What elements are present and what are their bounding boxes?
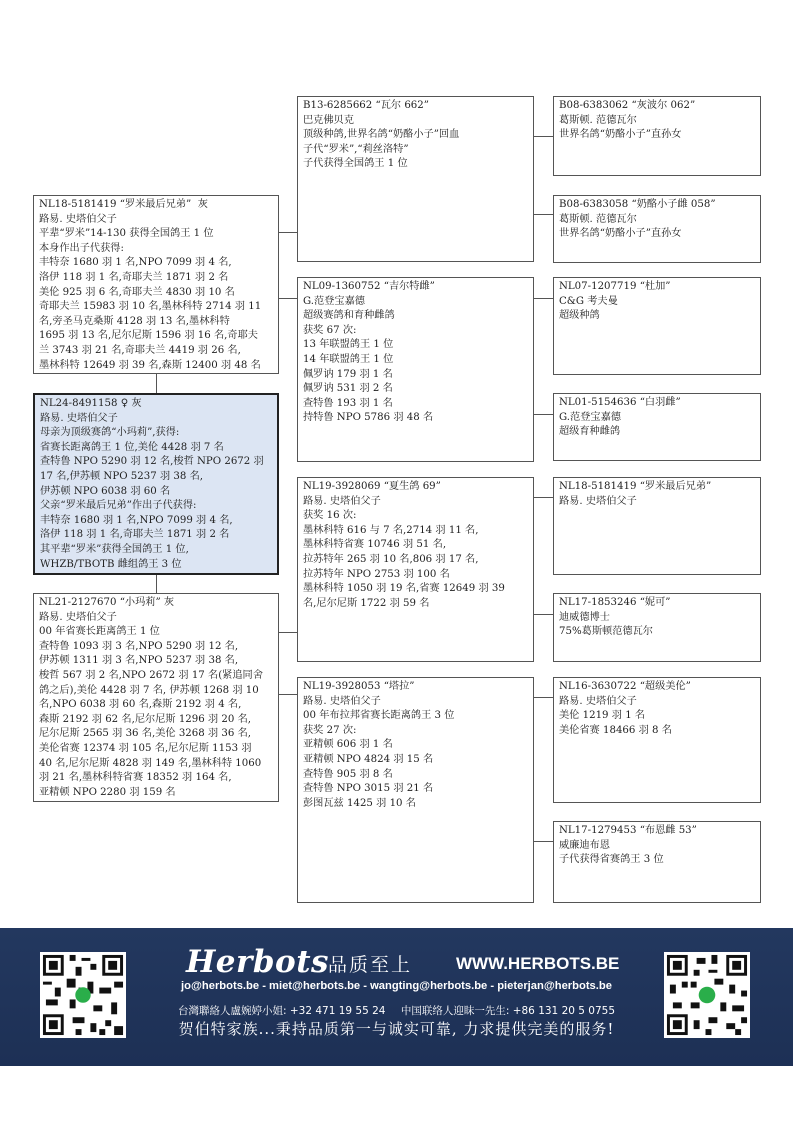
pedigree-card-sire-sire bbox=[297, 96, 534, 262]
pedigree-text-line: 羽 21 名,墨林科特省赛 18352 羽 164 名, bbox=[39, 772, 232, 784]
pedigree-text-line: 墨林科特 1050 羽 19 名,省赛 12649 羽 39 bbox=[303, 583, 505, 595]
pedigree-text-line: C&G 考夫曼 bbox=[559, 295, 618, 307]
pedigree-text-line: 墨林科特 12649 羽 39 名,森斯 12400 羽 48 名 bbox=[39, 359, 261, 371]
pedigree-text-line: 子代获得省赛鸽王 3 位 bbox=[559, 854, 664, 866]
pedigree-text-line: 洛伊 118 羽 1 名,奇耶夫兰 1871 羽 2 名 bbox=[40, 529, 230, 541]
pedigree-text-line: 获奖 16 次: bbox=[303, 510, 357, 522]
footer-tagline: 贺伯特家族...秉持品质第一与诚实可靠, 力求提供完美的服务! bbox=[178, 1020, 615, 1038]
pedigree-text-line: 尼尔尼斯 2565 羽 36 名,美伦 3268 羽 36 名, bbox=[39, 728, 252, 740]
pedigree-text-line: 美伦 925 羽 6 名,奇耶夫兰 4830 羽 10 名 bbox=[39, 286, 235, 298]
connector-line bbox=[534, 614, 553, 615]
pedigree-text-line: 14 年联盟鸽王 1 位 bbox=[303, 353, 394, 365]
pedigree-text-line: 伊苏顿 NPO 6038 羽 60 名 bbox=[40, 485, 171, 497]
pedigree-text-line: 路易. 史塔伯父子 bbox=[559, 495, 637, 507]
pedigree-text-line: 美伦省赛 12374 羽 105 名,尼尔尼斯 1153 羽 bbox=[39, 742, 252, 754]
pedigree-card-ssd bbox=[553, 195, 761, 263]
pedigree-card-subject bbox=[33, 393, 279, 575]
pedigree-text-line: 13 年联盟鸽王 1 位 bbox=[303, 339, 394, 351]
pedigree-text-line: 获奖 27 次: bbox=[303, 724, 357, 736]
pedigree-text-line: WHZB/TBOTB 雌组鸽王 3 位 bbox=[40, 558, 182, 570]
pedigree-text-line: 森斯 2192 羽 62 名,尼尔尼斯 1296 羽 20 名, bbox=[39, 713, 252, 725]
pedigree-text-line: 亚精顿 NPO 4824 羽 15 名 bbox=[303, 753, 434, 765]
pedigree-text-line: 40 名,尼尔尼斯 4828 羽 149 名,墨林科特 1060 bbox=[39, 757, 262, 769]
pedigree-ring-line: B13-6285662 “瓦尔 662” bbox=[303, 100, 429, 111]
pedigree-text-line: 丰特奈 1680 羽 1 名,NPO 7099 羽 4 名, bbox=[40, 514, 233, 526]
pedigree-text-line: 获奖 67 次: bbox=[303, 324, 357, 336]
connector-line bbox=[156, 374, 157, 393]
pedigree-text-line: G.范登宝嘉德 bbox=[559, 411, 621, 423]
pedigree-ring-line: NL17-1853246 “妮可” bbox=[559, 597, 671, 608]
footer-contacts bbox=[0, 1003, 793, 1018]
pedigree-card-dds bbox=[553, 677, 761, 803]
pedigree-ring-line: NL01-5154636 “白羽雌” bbox=[559, 397, 681, 408]
connector-line bbox=[156, 575, 157, 593]
pedigree-text-line: 持特鲁 NPO 5786 羽 48 名 bbox=[303, 412, 434, 424]
connector-line bbox=[279, 232, 297, 233]
pedigree-ring-line: NL16-3630722 “超级美伦” bbox=[559, 681, 691, 692]
pedigree-card-sds bbox=[553, 277, 761, 375]
pedigree-ring-line: NL21-2127670 “小玛莉” 灰 bbox=[39, 597, 175, 608]
pedigree-text-line: 伊苏顿 1311 羽 3 名,NPO 5237 羽 38 名, bbox=[39, 655, 239, 667]
pedigree-text-line: 路易. 史塔伯父子 bbox=[303, 695, 381, 707]
pedigree-text-line: 子代获得全国鸽王 1 位 bbox=[303, 158, 408, 170]
pedigree-text-line: 葛斯顿. 范德瓦尔 bbox=[559, 213, 637, 225]
pedigree-text-line: 美伦省赛 18466 羽 8 名 bbox=[559, 724, 672, 736]
pedigree-text-line: 母亲为顶级赛鸽“小玛莉”,获得: bbox=[40, 427, 180, 439]
pedigree-ring-line: NL19-3928069 “夏生鸽 69” bbox=[303, 481, 441, 492]
pedigree-text-line: 查特鲁 NPO 3015 羽 21 名 bbox=[303, 783, 434, 795]
pedigree-text-line: 名,NPO 6038 羽 60 名,森斯 2192 羽 4 名, bbox=[39, 699, 242, 711]
pedigree-ring-line: NL18-5181419 “罗米最后兄弟” 灰 bbox=[39, 199, 208, 210]
pedigree-card-ddd bbox=[553, 821, 761, 903]
pedigree-text-line: 00 年省赛长距离鸽王 1 位 bbox=[39, 626, 160, 638]
pedigree-text-line: 超级育种雌鸽 bbox=[559, 426, 621, 438]
pedigree-card-dsd bbox=[553, 593, 761, 662]
pedigree-text-line: 兰 3743 羽 21 名,奇耶夫兰 4419 羽 26 名, bbox=[39, 344, 241, 356]
connector-line bbox=[534, 697, 553, 698]
pedigree-text-line: 超级赛鸽和育种雌鸽 bbox=[303, 310, 395, 322]
pedigree-text-line: 本身作出子代获得: bbox=[39, 242, 124, 254]
pedigree-text-line: 路易. 史塔伯父子 bbox=[303, 495, 381, 507]
pedigree-ring-line: NL18-5181419 “罗米最后兄弟” bbox=[559, 481, 712, 492]
contact-taiwan: 台灣聯絡人盧婉婷小姐: +32 471 19 55 24 bbox=[177, 1005, 386, 1017]
pedigree-text-line: 子代“罗米”,“莉丝洛特” bbox=[303, 143, 409, 155]
pedigree-text-line: 查特鲁 NPO 5290 羽 12 名,梭哲 NPO 2672 羽 bbox=[40, 456, 264, 468]
footer-slogan: 品质至上 bbox=[328, 954, 413, 976]
pedigree-text-line: G.范登宝嘉德 bbox=[303, 295, 365, 307]
pedigree-text-line: 路易. 史塔伯父子 bbox=[559, 695, 637, 707]
pedigree-text-line: 平辈“罗米”14-130 获得全国鸽王 1 位 bbox=[39, 228, 214, 240]
connector-line bbox=[279, 694, 297, 695]
pedigree-text-line: 路易. 史塔伯父子 bbox=[39, 611, 117, 623]
pedigree-text-line: 美伦 1219 羽 1 名 bbox=[559, 710, 646, 722]
pedigree-card-sire-dam bbox=[297, 277, 534, 462]
pedigree-card-dam-dam bbox=[297, 677, 534, 903]
footer-emails[interactable]: jo@herbots.be - miet@herbots.be - wangting@herbots.be - pieterjan@herbots.be bbox=[181, 980, 612, 992]
pedigree-card-dam-sire bbox=[297, 477, 534, 662]
pedigree-text-line: 拉苏特年 265 羽 10 名,806 羽 17 名, bbox=[303, 553, 479, 565]
pedigree-text-line: 查特鲁 1093 羽 3 名,NPO 5290 羽 12 名, bbox=[39, 640, 239, 652]
pedigree-text-line: 拉苏特年 NPO 2753 羽 100 名 bbox=[303, 568, 450, 580]
pedigree-text-line: 75%葛斯顿范德瓦尔 bbox=[559, 626, 653, 638]
pedigree-ring-line: NL17-1279453 “布恩雌 53” bbox=[559, 825, 697, 836]
pedigree-card-sdd bbox=[553, 393, 761, 461]
pedigree-text-line: 墨林科特 616 与 7 名,2714 羽 11 名, bbox=[303, 524, 479, 536]
pedigree-text-line: 路易. 史塔伯父子 bbox=[40, 412, 118, 424]
pedigree-text-line: 佩罗讷 531 羽 2 名 bbox=[303, 383, 393, 395]
pedigree-text-line: 威廉迪布恩 bbox=[559, 839, 610, 851]
connector-line bbox=[534, 497, 553, 498]
footer-brand bbox=[186, 944, 626, 980]
connector-line bbox=[279, 632, 297, 633]
pedigree-ring-line: NL09-1360752 “吉尔特雌” bbox=[303, 281, 435, 292]
connector-line bbox=[534, 298, 553, 299]
pedigree-text-line: 1695 羽 13 名,尼尔尼斯 1596 羽 16 名,奇耶夫 bbox=[39, 330, 258, 342]
connector-line bbox=[279, 298, 297, 299]
pedigree-text-line: 父亲“罗米最后兄弟”作出子代获得: bbox=[40, 500, 197, 512]
pedigree-text-line: 梭哲 567 羽 2 名,NPO 2672 羽 17 名(紧追同舍 bbox=[39, 669, 263, 681]
contact-china: 中国联络人迎眜一先生: +86 131 20 5 0755 bbox=[400, 1005, 616, 1017]
pedigree-card-sire bbox=[33, 195, 279, 374]
pedigree-text-line: 名,旁圣马克桑斯 4128 羽 13 名,墨林科特 bbox=[39, 315, 230, 327]
pedigree-text-line: 其平辈“罗米”获得全国鸽王 1 位, bbox=[40, 543, 189, 555]
pedigree-text-line: 世界名鸽“奶酪小子”直孙女 bbox=[559, 228, 682, 240]
pedigree-text-line: 亚精顿 606 羽 1 名 bbox=[303, 739, 393, 751]
connector-line bbox=[534, 414, 553, 415]
pedigree-text-line: 彭图瓦兹 1425 羽 10 名 bbox=[303, 797, 416, 809]
website-link[interactable]: WWW.HERBOTS.BE bbox=[456, 954, 620, 973]
pedigree-text-line: 查特鲁 193 羽 1 名 bbox=[303, 397, 393, 409]
pedigree-ring-line: B08-6383058 “奶酪小子雌 058” bbox=[559, 199, 716, 210]
pedigree-text-line: 鸽之后),美伦 4428 羽 7 名, 伊苏顿 1268 羽 10 bbox=[39, 684, 259, 696]
page-bottom-margin bbox=[0, 1066, 793, 1122]
herbots-logo: Herbots bbox=[186, 944, 329, 980]
pedigree-card-sss bbox=[553, 96, 761, 176]
connector-line bbox=[534, 136, 553, 137]
pedigree-text-line: 00 年布拉邦省赛长距离鸽王 3 位 bbox=[303, 710, 455, 722]
pedigree-text-line: 17 名,伊苏顿 NPO 5237 羽 38 名, bbox=[40, 470, 204, 482]
pedigree-text-line: 查特鲁 905 羽 8 名 bbox=[303, 768, 393, 780]
pedigree-text-line: 路易. 史塔伯父子 bbox=[39, 213, 117, 225]
pedigree-text-line: 洛伊 118 羽 1 名,奇耶夫兰 1871 羽 2 名 bbox=[39, 271, 229, 283]
pedigree-text-line: 亚精顿 NPO 2280 羽 159 名 bbox=[39, 786, 176, 798]
pedigree-text-line: 名,尼尔尼斯 1722 羽 59 名 bbox=[303, 597, 430, 609]
pedigree-text-line: 葛斯顿. 范德瓦尔 bbox=[559, 114, 637, 126]
pedigree-ring-line: NL07-1207719 “杜加” bbox=[559, 281, 671, 292]
pedigree-ring-line: NL19-3928053 “塔拉” bbox=[303, 681, 415, 692]
pedigree-ring-line: NL24-8491158 ♀ 灰 bbox=[40, 398, 142, 409]
pedigree-text-line: 墨林科特省赛 10746 羽 51 名, bbox=[303, 539, 447, 551]
pedigree-text-line: 丰特奈 1680 羽 1 名,NPO 7099 羽 4 名, bbox=[39, 257, 232, 269]
connector-line bbox=[534, 214, 553, 215]
pedigree-text-line: 世界名鸽“奶酪小子”直孙女 bbox=[559, 129, 682, 141]
pedigree-text-line: 佩罗讷 179 羽 1 名 bbox=[303, 368, 393, 380]
pedigree-text-line: 迪威德博士 bbox=[559, 611, 610, 623]
pedigree-text-line: 顶级种鸽,世界名鸽“奶酪小子”回血 bbox=[303, 129, 460, 141]
pedigree-text-line: 巴克佛贝克 bbox=[303, 114, 354, 126]
pedigree-card-dam bbox=[33, 593, 279, 802]
pedigree-text-line: 奇耶夫兰 15983 羽 10 名,墨林科特 2714 羽 11 bbox=[39, 301, 262, 313]
pedigree-text-line: 超级种鸽 bbox=[559, 310, 600, 322]
connector-line bbox=[534, 841, 553, 842]
pedigree-ring-line: B08-6383062 “灰波尔 062” bbox=[559, 100, 696, 111]
pedigree-card-dss bbox=[553, 477, 761, 575]
pedigree-text-line: 省赛长距离鸽王 1 位,美伦 4428 羽 7 名 bbox=[40, 441, 224, 453]
footer-banner bbox=[0, 928, 793, 1066]
